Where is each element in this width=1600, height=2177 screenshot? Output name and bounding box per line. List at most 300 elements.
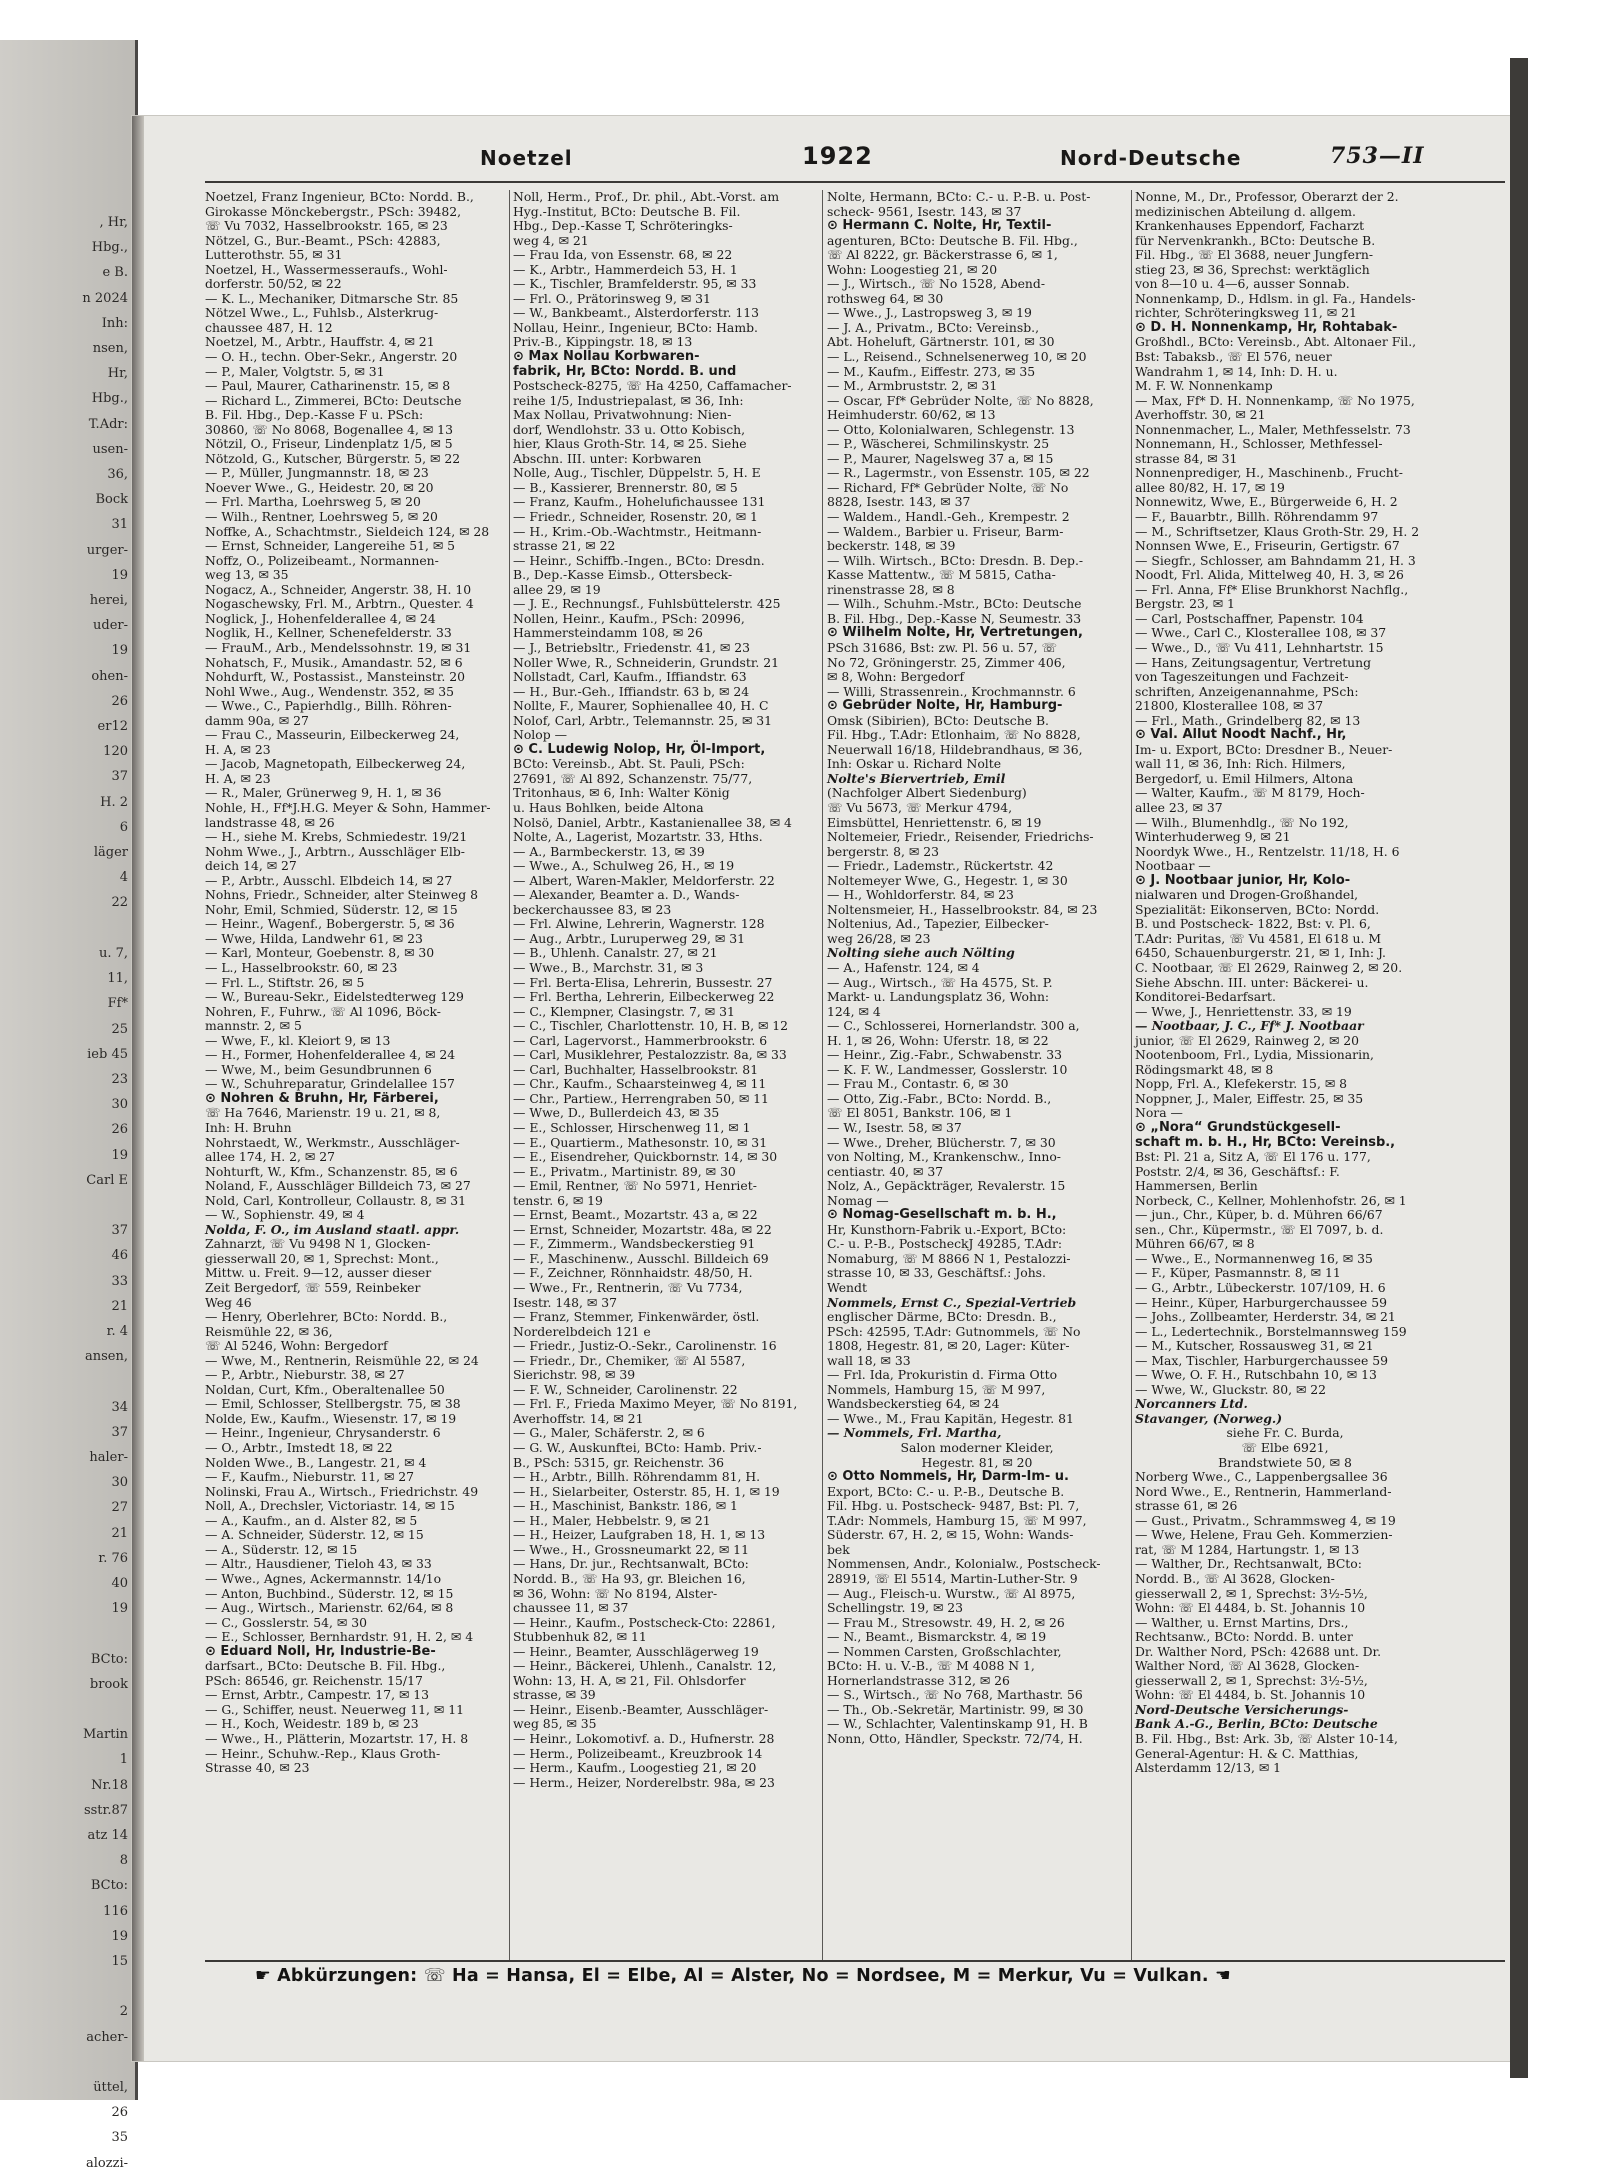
- previous-page-fragment: acher-: [86, 2029, 128, 2045]
- directory-entry-line: ⊙ J. Nootbaar junior, Hr, Kolo-: [1135, 872, 1351, 888]
- previous-page-fragment: haler-: [89, 1449, 128, 1465]
- previous-page-fragment: T.Adr:: [88, 416, 128, 432]
- directory-entry-line: — Friedr., Dr., Chemiker, ☏ Al 5587,: [513, 1352, 746, 1368]
- directory-entry-line: — Frl. Berta-Elisa, Lehrerin, Bussestr. 27: [513, 974, 773, 990]
- directory-entry-line: — Otto, Zig.-Fabr., BCto: Nordd. B.,: [827, 1090, 1052, 1106]
- directory-entry-line: — FrauM., Arb., Mendelssohnstr. 19, ✉ 31: [205, 639, 472, 655]
- directory-entry-line: — S., Wirtsch., ☏ No 768, Marthastr. 56: [827, 1687, 1083, 1703]
- directory-entry-line: Nolof, Carl, Arbtr., Telemannstr. 25, ✉ 31: [513, 712, 773, 728]
- directory-entry-line: Nohr, Emil, Schmied, Süderstr. 12, ✉ 15: [205, 901, 458, 917]
- directory-entry-line: ⊙ Max Nollau Korbwaren-: [513, 349, 700, 365]
- directory-entry-line: Nohren, F., Fuhrw., ☏ Al 1096, Böck-: [205, 1003, 441, 1019]
- previous-page-fragment: alozzi-: [86, 2155, 128, 2171]
- directory-entry-line: Nonnemann, H., Schlosser, Methfessel-: [1135, 436, 1383, 452]
- directory-entry-line: Hornerlandstrasse 312, ✉ 26: [827, 1672, 1010, 1688]
- directory-entry-line: — M., Armbruststr. 2, ✉ 31: [827, 378, 998, 394]
- directory-entry-line: — Carl, Buchhalter, Hasselbrookstr. 81: [513, 1061, 759, 1077]
- directory-entry-line: Noltemeyer Wwe, G., Hegestr. 1, ✉ 30: [827, 872, 1068, 888]
- directory-entry-line: — Johs., Zollbeamter, Herderstr. 34, ✉ 21: [1135, 1309, 1396, 1325]
- directory-entry-line: Nolle, Aug., Tischler, Düppelstr. 5, H. E: [513, 465, 761, 481]
- directory-entry-line: Sierichstr. 98, ✉ 39: [513, 1367, 636, 1383]
- directory-entry-line: wall 18, ✉ 33: [827, 1352, 911, 1368]
- previous-page-fragment: 30: [111, 1475, 128, 1491]
- previous-page-fragment: 40: [111, 1575, 128, 1591]
- previous-page-fragment: H. 2: [100, 794, 128, 810]
- previous-page-fragment: 19: [111, 567, 128, 583]
- previous-page-fragment: 4: [119, 870, 128, 886]
- directory-entry-line: ☏ El 8051, Bankstr. 106, ✉ 1: [827, 1105, 1013, 1121]
- directory-entry-line: ⊙ Gebrüder Nolte, Hr, Hamburg-: [827, 698, 1063, 714]
- directory-entry-line: — Heinr., Lokomotivf. a. D., Hufnerstr. 28: [513, 1730, 775, 1746]
- directory-entry-line: — H., Heizer, Laufgraben 18, H. 1, ✉ 13: [513, 1527, 766, 1543]
- directory-entry-line: 27691, ☏ Al 892, Schanzenstr. 75/77,: [513, 770, 753, 786]
- directory-entry-line: — H., Sielarbeiter, Osterstr. 85, H. 1, ✉ 19: [513, 1483, 780, 1499]
- directory-entry-line: Abt. Hoheluft, Gärtnerstr. 101, ✉ 30: [827, 334, 1055, 350]
- directory-entry-line: — E., Privatm., Martinistr. 89, ✉ 30: [513, 1163, 736, 1179]
- directory-entry-line: Nollau, Heinr., Ingenieur, BCto: Hamb.: [513, 319, 758, 335]
- directory-entry-line: schaft m. b. H., Hr, BCto: Vereinsb.,: [1135, 1134, 1396, 1150]
- directory-entry-line: Nord-Deutsche Versicherungs-: [1135, 1701, 1349, 1717]
- previous-page-fragment: u. 7,: [98, 945, 128, 961]
- directory-entry-line: weg 26/28, ✉ 23: [827, 930, 931, 946]
- directory-entry-line: — O. H., techn. Ober-Sekr., Angerstr. 20: [205, 349, 458, 365]
- directory-entry-line: — K. F. W., Landmesser, Gosslerstr. 10: [827, 1061, 1068, 1077]
- directory-entry-line: Noppner, J., Maler, Eiffestr. 25, ✉ 35: [1135, 1090, 1364, 1106]
- directory-entry-line: ⊙ Nomag-Gesellschaft m. b. H.,: [827, 1207, 1057, 1223]
- directory-entry-line: — Frau C., Masseurin, Eilbeckerweg 24,: [205, 727, 460, 743]
- directory-entry-line: — Wilh. Wirtsch., BCto: Dresdn. B. Dep.-: [827, 552, 1084, 568]
- directory-entry-line: — W., Schuhreparatur, Grindelallee 157: [205, 1076, 455, 1092]
- directory-entry-line: Markt- u. Landungsplatz 36, Wohn:: [827, 989, 1050, 1005]
- directory-entry-line: Noetzel, Franz Ingenieur, BCto: Nordd. B.,: [205, 189, 474, 204]
- directory-entry-line: — Frl. O., Prätorinsweg 9, ✉ 31: [513, 290, 711, 306]
- directory-entry-line: ⊙ Wilhelm Nolte, Hr, Vertretungen,: [827, 625, 1083, 641]
- directory-entry-line: — Wwe., H., Plätterin, Mozartstr. 17, H. 8: [205, 1730, 469, 1746]
- directory-entry-line: — Th., Ob.-Sekretär, Martinistr. 99, ✉ 30: [827, 1701, 1084, 1717]
- previous-page-fragment: 19: [111, 1928, 128, 1944]
- directory-entry-line: — Herm., Heizer, Norderelbstr. 98a, ✉ 23: [513, 1774, 775, 1790]
- directory-entry-line: ☏ Al 8222, gr. Bäckerstrasse 6, ✉ 1,: [827, 247, 1058, 263]
- abbreviations-footer: ☛ Abkürzungen: ☏ Ha = Hansa, El = Elbe, Al = Alster, No = Nordsee, M = Merkur, Vu = Vulkan. ☚: [255, 1966, 1231, 1986]
- directory-entry-line: Nonnewitz, Wwe, E., Bürgerweide 6, H. 2: [1135, 494, 1398, 510]
- directory-entry-line: Nommels, Hamburg 15, ☏ M 997,: [827, 1381, 1046, 1397]
- directory-entry-line: tenstr. 6, ✉ 19: [513, 1192, 603, 1208]
- directory-entry-line: — Wwe, O. F. H., Rutschbahn 10, ✉ 13: [1135, 1367, 1377, 1383]
- directory-entry-line: ☏ Vu 7032, Hasselbrookstr. 165, ✉ 23: [205, 218, 448, 234]
- directory-entry-line: — Anton, Buchbind., Süderstr. 12, ✉ 15: [205, 1585, 454, 1601]
- column-divider: [1131, 190, 1132, 1960]
- directory-entry-line: Export, BCto: C.- u. P.-B., Deutsche B.: [827, 1483, 1065, 1499]
- directory-entry-line: ✉ 8, Wohn: Bergedorf: [827, 669, 965, 685]
- directory-entry-line: Rödingsmarkt 48, ✉ 8: [1135, 1061, 1274, 1077]
- directory-entry-line: — Richard L., Zimmerei, BCto: Deutsche: [205, 392, 462, 408]
- directory-entry-line: — Herm., Kaufm., Loogestieg 21, ✉ 20: [513, 1760, 757, 1776]
- directory-entry-line: — Wwe, M., beim Gesundbrunnen 6: [205, 1061, 432, 1077]
- directory-entry-line: dorferstr. 50/52, ✉ 22: [205, 276, 342, 292]
- directory-entry-line: Noltemeier, Friedr., Reisender, Friedrichs-: [827, 829, 1094, 845]
- directory-entry-line: — Emil, Schlosser, Stellbergstr. 75, ✉ 38: [205, 1396, 461, 1412]
- directory-entry-line: — Wwe., M., Frau Kapitän, Hegestr. 81: [827, 1410, 1074, 1426]
- footer-rule: [205, 1960, 1505, 1962]
- directory-entry-line: Averhoffstr. 30, ✉ 21: [1135, 407, 1266, 423]
- directory-entry-line: — Aug., Fleisch-u. Wurstw., ☏ Al 8975,: [827, 1585, 1076, 1601]
- directory-entry-line: — G., Schiffer, neust. Neuerweg 11, ✉ 11: [205, 1701, 465, 1717]
- directory-entry-line: M. F. W. Nonnenkamp: [1135, 378, 1273, 394]
- directory-entry-line: — A., Kaufm., an d. Alster 82, ✉ 5: [205, 1512, 418, 1528]
- directory-entry-line: — H., Former, Hohenfelderallee 4, ✉ 24: [205, 1047, 456, 1063]
- directory-entry-line: — F., Kaufm., Nieburstr. 11, ✉ 27: [205, 1469, 415, 1485]
- previous-page-fragment: r. 76: [98, 1550, 128, 1566]
- directory-entry-line: Nolting siehe auch Nölting: [827, 945, 1015, 961]
- directory-entry-line: BCto: H. u. V.-B., ☏ M 4088 N 1,: [827, 1658, 1035, 1674]
- previous-page-fragment: 19: [111, 1147, 128, 1163]
- directory-entry-line: Noodt, Frl. Alida, Mittelweg 40, H. 3, ✉ 26: [1135, 567, 1404, 583]
- directory-entry-line: — Wwe., A., Schulweg 26, H., ✉ 19: [513, 858, 735, 874]
- previous-page-fragment: BCto:: [90, 1878, 128, 1894]
- directory-entry-line: ⊙ Otto Nommels, Hr, Darm-Im- u.: [827, 1469, 1069, 1485]
- directory-entry-line: — Heinr., Eisenb.-Beamter, Ausschläger-: [513, 1701, 769, 1717]
- directory-entry-line: Nolte's Biervertrieb, Emil: [827, 770, 1006, 786]
- directory-entry-line: ☏ Ha 7646, Marienstr. 19 u. 21, ✉ 8,: [205, 1105, 441, 1121]
- directory-entry-line: — Hans, Dr. jur., Rechtsanwalt, BCto:: [513, 1556, 749, 1572]
- directory-entry-line: Noever Wwe., G., Heidestr. 20, ✉ 20: [205, 479, 434, 495]
- directory-entry-line: — W., Bureau-Sekr., Eidelstedterweg 129: [205, 989, 464, 1005]
- directory-entry-line: Noordyk Wwe., H., Rentzelstr. 11/18, H. 6: [1135, 843, 1400, 859]
- directory-entry-line: Nora —: [1135, 1105, 1183, 1121]
- directory-entry-line: — E., Schlosser, Hirschenweg 11, ✉ 1: [513, 1120, 751, 1135]
- directory-entry-line: — Chr., Partiew., Herrengraben 50, ✉ 11: [513, 1090, 769, 1106]
- book-spine: [132, 116, 144, 2061]
- directory-entry-line: Wohn: Loogestieg 21, ✉ 20: [827, 261, 998, 277]
- directory-entry-line: — Wwe., H., Grossneumarkt 22, ✉ 11: [513, 1541, 749, 1557]
- directory-entry-line: — J., Wirtsch., ☏ No 1528, Abend-: [827, 276, 1046, 292]
- directory-entry-line: — Wwe., D., ☏ Vu 411, Lehnhartstr. 15: [1135, 639, 1384, 655]
- directory-entry-line: Heimhuderstr. 60/62, ✉ 13: [827, 407, 996, 423]
- previous-page-fragment: 26: [111, 693, 128, 709]
- directory-entry-line: No 72, Gröningerstr. 25, Zimmer 406,: [827, 654, 1066, 670]
- directory-entry-line: — Otto, Kolonialwaren, Schlegenstr. 13: [827, 421, 1075, 437]
- directory-entry-line: Fil. Hbg., ☏ El 3688, neuer Jungfern-: [1135, 247, 1374, 263]
- directory-entry-line: B. und Postscheck- 1822, Bst: v. Pl. 6,: [1135, 916, 1371, 932]
- directory-entry-line: u. Haus Bohlken, beide Altona: [513, 799, 704, 815]
- directory-entry-line: — Chr., Kaufm., Schaarsteinweg 4, ✉ 11: [513, 1076, 767, 1092]
- directory-entry-line: — H., Arbtr., Billh. Röhrendamm 81, H.: [513, 1469, 761, 1485]
- header-first-entry: Noetzel: [480, 146, 573, 170]
- previous-page-fragment: ohen-: [91, 668, 128, 684]
- directory-entry-line: General-Agentur: H. & C. Matthias,: [1135, 1745, 1359, 1761]
- directory-entry-line: reihe 1/5, Industriepalast, ✉ 36, Inh:: [513, 392, 744, 408]
- directory-entry-line: weg 13, ✉ 35: [205, 567, 289, 583]
- directory-entry-line: Wandrahm 1, ✉ 14, Inh: D. H. u.: [1135, 363, 1338, 379]
- directory-entry-line: 1808, Hegestr. 81, ✉ 20, Lager: Küter-: [827, 1338, 1070, 1354]
- directory-entry-line: — Friedr., Lademstr., Rückertstr. 42: [827, 858, 1054, 874]
- directory-entry-line: darfsart., BCto: Deutsche B. Fil. Hbg.,: [205, 1658, 446, 1674]
- directory-entry-line: beckerstr. 148, ✉ 39: [827, 538, 956, 554]
- directory-entry-line: — Carl, Postschaffner, Papenstr. 104: [1135, 610, 1364, 626]
- directory-entry-line: Nootenboom, Frl., Lydia, Missionarin,: [1135, 1047, 1374, 1063]
- directory-entry-line: — C., Gosslerstr. 54, ✉ 30: [205, 1614, 367, 1630]
- previous-page-fragment: 2: [119, 2004, 128, 2020]
- directory-entry-line: allee 80/82, H. 17, ✉ 19: [1135, 479, 1285, 495]
- directory-entry-line: Nogaschewsky, Frl. M., Arbtrn., Quester. 4: [205, 596, 474, 612]
- previous-page-fragment: [0, 1621, 128, 1646]
- directory-entry-line: — M., Kutscher, Rossausweg 31, ✉ 21: [1135, 1338, 1374, 1354]
- previous-page-fragment: Hbg.,: [91, 240, 128, 256]
- directory-entry-line: — Wwe., Fr., Rentnerin, ☏ Vu 7734,: [513, 1280, 743, 1296]
- directory-entry-line: — Walther, u. Ernst Martins, Drs.,: [1135, 1614, 1349, 1630]
- directory-entry-line: ⊙ C. Ludewig Nolop, Hr, Öl-Import,: [513, 741, 766, 757]
- directory-entry-line: H. A, ✉ 23: [205, 741, 271, 757]
- directory-entry-line: — J., Betriebsltr., Friedenstr. 41, ✉ 23: [513, 639, 750, 655]
- directory-entry-line: — E., Eisendreher, Quickbornstr. 14, ✉ 30: [513, 1149, 778, 1165]
- previous-page-fragment: 27: [111, 1500, 128, 1516]
- directory-entry-line: — Carl, Lagervorst., Hammerbrookstr. 6: [513, 1032, 768, 1048]
- directory-entry-line: Noglick, J., Hohenfelderallee 4, ✉ 24: [205, 610, 436, 626]
- header-rule: [205, 181, 1505, 183]
- directory-entry-line: — Emil, Rentner, ☏ No 5971, Henriet-: [513, 1178, 757, 1194]
- directory-entry-line: Noffz, O., Polizeibeamt., Normannen-: [205, 552, 439, 568]
- directory-entry-line: — Wilh., Rentner, Loehrsweg 5, ✉ 20: [205, 509, 438, 525]
- directory-entry-line: Brandstwiete 50, ✉ 8: [1218, 1454, 1352, 1470]
- directory-entry-line: — Ernst, Schneider, Langereihe 51, ✉ 5: [205, 538, 456, 554]
- directory-entry-line: allee 29, ✉ 19: [513, 581, 601, 597]
- previous-page-fragment: 30: [111, 1097, 128, 1113]
- previous-page-fragment: uder-: [93, 618, 128, 634]
- directory-entry-line: rothsweg 64, ✉ 30: [827, 290, 944, 306]
- directory-entry-line: — Wwe., E., Normannenweg 16, ✉ 35: [1135, 1250, 1373, 1266]
- previous-page-fragment: 26: [111, 1122, 128, 1138]
- previous-page-fragment: 6: [119, 819, 128, 835]
- directory-entry-line: Bergstr. 23, ✉ 1: [1135, 596, 1235, 612]
- directory-entry-line: ☏ Al 5246, Wohn: Bergedorf: [205, 1338, 388, 1354]
- directory-entry-line: — P., Arbtr., Ausschl. Elbdeich 14, ✉ 27: [205, 872, 453, 888]
- directory-entry-line: — Henry, Oberlehrer, BCto: Nordd. B.,: [205, 1309, 448, 1325]
- previous-page-fragment: [0, 1974, 128, 1999]
- directory-entry-line: — Willi, Strassenrein., Krochmannstr. 6: [827, 683, 1076, 699]
- directory-entry-line: — Wwe, Hilda, Landwehr 61, ✉ 23: [205, 930, 423, 946]
- directory-entry-line: von Tageszeitungen und Fachzeit-: [1135, 669, 1349, 685]
- directory-entry-line: — B., Kassierer, Brennerstr. 80, ✉ 5: [513, 479, 738, 495]
- directory-entry-line: B., Dep.-Kasse Eimsb., Ottersbeck-: [513, 567, 733, 583]
- directory-entry-line: Großhdl., BCto: Vereinsb., Abt. Altonaer Fil.,: [1135, 334, 1417, 350]
- directory-entry-line: rinenstrasse 28, ✉ 8: [827, 581, 955, 597]
- directory-entry-line: Nordd. B., ☏ Ha 93, gr. Bleichen 16,: [513, 1570, 746, 1586]
- previous-page-fragment: [0, 2050, 128, 2075]
- directory-entry-line: wall 11, ✉ 36, Inh: Rich. Hilmers,: [1135, 756, 1346, 772]
- previous-page-fragment: n 2024: [82, 290, 128, 306]
- directory-entry-line: ☏ Vu 5673, ☏ Merkur 4794,: [827, 799, 1013, 815]
- directory-entry-line: — Wwe, D., Bullerdeich 43, ✉ 35: [513, 1105, 720, 1121]
- directory-entry-line: — F., Maschinenw., Ausschl. Billdeich 69: [513, 1250, 769, 1266]
- directory-entry-line: Bst: Pl. 21 a, Sitz A, ☏ El 176 u. 177,: [1135, 1149, 1371, 1165]
- directory-entry-line: H. A, ✉ 23: [205, 770, 271, 786]
- directory-entry-line: — Alexander, Beamter a. D., Wands-: [513, 887, 740, 903]
- previous-page-fragment: [0, 916, 128, 941]
- directory-entry-line: — Heinr., Ingenieur, Chrysanderstr. 6: [205, 1425, 441, 1441]
- directory-entry-line: Noglik, H., Kellner, Schenefelderstr. 33: [205, 625, 452, 641]
- directory-entry-line: — H., Bur.-Geh., Iffiandstr. 63 b, ✉ 24: [513, 683, 750, 699]
- directory-entry-line: — R., Maler, Grünerweg 9, H. 1, ✉ 36: [205, 785, 442, 801]
- directory-entry-line: hier, Klaus Groth-Str. 14, ✉ 25. Siehe: [513, 436, 747, 452]
- directory-entry-line: Weg 46: [205, 1294, 252, 1310]
- directory-entry-line: — H., Maschinist, Bankstr. 186, ✉ 1: [513, 1498, 738, 1514]
- directory-entry-line: — W., Sophienstr. 49, ✉ 4: [205, 1207, 365, 1223]
- directory-entry-line: Wendt: [827, 1280, 867, 1296]
- directory-entry-line: Hammersen, Berlin: [1135, 1178, 1258, 1194]
- directory-entry-line: Averhoffstr. 14, ✉ 21: [513, 1410, 644, 1426]
- previous-page-fragment: Ff*: [107, 996, 128, 1012]
- directory-entry-line: — L., Ledertechnik., Borstelmannsweg 159: [1135, 1323, 1407, 1339]
- directory-entry-line: Noll, Herm., Prof., Dr. phil., Abt.-Vorst. am: [513, 189, 780, 204]
- directory-entry-line: Mittw. u. Freit. 9—12, ausser dieser: [205, 1265, 432, 1281]
- previous-page-fragments: [0, 210, 132, 2171]
- previous-page-fragment: 37: [111, 769, 128, 785]
- directory-entry-line: — Wwe., Carl C., Klosterallee 108, ✉ 37: [1135, 625, 1387, 641]
- directory-entry-line: Schellingstr. 19, ✉ 23: [827, 1600, 964, 1616]
- page-edge: [1510, 58, 1528, 2078]
- previous-page-fragment: 1: [119, 1752, 128, 1768]
- directory-entry-line: — Oscar, Ff* Gebrüder Nolte, ☏ No 8828,: [827, 392, 1094, 408]
- directory-entry-line: Noltenius, Ad., Tapezier, Eilbecker-: [827, 916, 1049, 932]
- directory-entry-line: Nonne, M., Dr., Professor, Oberarzt der 2.: [1135, 189, 1399, 204]
- directory-entry-line: Dr. Walther Nord, PSch: 42688 unt. Dr.: [1135, 1643, 1382, 1659]
- directory-entry-line: — Walther, Dr., Rechtsanwalt, BCto:: [1135, 1556, 1362, 1572]
- directory-entry-line: nialwaren und Drogen-Großhandel,: [1135, 887, 1359, 903]
- directory-entry-line: — Frl. F., Frieda Maximo Meyer, ☏ No 8191,: [513, 1396, 798, 1412]
- directory-entry-line: Nomaburg, ☏ M 8866 N 1, Pestalozzi-: [827, 1250, 1071, 1266]
- directory-entry-line: Nogacz, A., Schneider, Angerstr. 38, H. 10: [205, 581, 472, 597]
- directory-entry-line: — Jacob, Magnetopath, Eilbeckerweg 24,: [205, 756, 466, 772]
- directory-entry-line: — Heinr., Zig.-Fabr., Schwabenstr. 33: [827, 1047, 1063, 1063]
- directory-entry-line: — H., Koch, Weidestr. 189 b, ✉ 23: [205, 1716, 419, 1732]
- previous-page-fragment: 21: [111, 1298, 128, 1314]
- directory-entry-line: — jun., Chr., Küper, b. d. Mühren 66/67: [1135, 1207, 1383, 1223]
- directory-entry-line: Noltensmeier, H., Hasselbrookstr. 84, ✉ 23: [827, 901, 1098, 917]
- directory-entry-line: strasse 10, ✉ 33, Geschäftsf.: Johs.: [827, 1265, 1046, 1281]
- directory-entry-line: — C., Klempner, Clasingstr. 7, ✉ 31: [513, 1003, 735, 1019]
- previous-page-fragment: 46: [111, 1248, 128, 1264]
- previous-page-fragment: Bock: [95, 492, 128, 508]
- directory-entry-line: Noetzel, M., Arbtr., Hauffstr. 4, ✉ 21: [205, 334, 435, 350]
- directory-entry-line: strasse 61, ✉ 26: [1135, 1498, 1238, 1514]
- previous-page-fragment: 11,: [107, 971, 128, 987]
- directory-entry-line: Nolz, A., Gepäckträger, Revalerstr. 15: [827, 1178, 1066, 1194]
- directory-entry-line: — Frau M., Stresowstr. 49, H. 2, ✉ 26: [827, 1614, 1065, 1630]
- directory-entry-line: Priv.-B., Kippingstr. 18, ✉ 13: [513, 334, 693, 350]
- directory-column-4: [1135, 190, 1435, 1950]
- previous-page-fragment: 26: [111, 2105, 128, 2121]
- directory-entry-line: — Frl., Math., Grindelberg 82, ✉ 13: [1135, 712, 1361, 728]
- directory-entry-line: Nohns, Friedr., Schneider, alter Steinweg 8: [205, 887, 478, 903]
- previous-page-fragment: 37: [111, 1223, 128, 1239]
- directory-entry-line: Poststr. 2/4, ✉ 36, Geschäftsf.: F.: [1135, 1163, 1340, 1179]
- directory-entry-line: allee 23, ✉ 37: [1135, 799, 1223, 815]
- directory-entry-line: — Aug., Wirtsch., Marienstr. 62/64, ✉ 8: [205, 1600, 454, 1616]
- directory-entry-line: Fil. Hbg., T.Adr: Etlonhaim, ☏ No 8828,: [827, 727, 1081, 743]
- directory-entry-line: Nonnsen Wwe, E., Friseurin, Gertigstr. 67: [1135, 538, 1400, 554]
- directory-entry-line: — Frl. Martha, Loehrsweg 5, ✉ 20: [205, 494, 421, 510]
- directory-entry-line: Neuerwall 16/18, Hildebrandhaus, ✉ 36,: [827, 741, 1083, 757]
- directory-entry-line: — Waldem., Handl.-Geh., Krempestr. 2: [827, 509, 1070, 525]
- directory-entry-line: Kasse Mattentw., ☏ M 5815, Catha-: [827, 567, 1056, 583]
- directory-entry-line: Tritonhaus, ✉ 6, Inh: Walter König: [513, 785, 730, 801]
- directory-entry-line: — Franz, Kaufm., Hohelufichaussee 131: [513, 494, 766, 510]
- directory-entry-line: Nord Wwe., E., Rentnerin, Hammerland-: [1135, 1483, 1392, 1499]
- directory-entry-line: bek: [827, 1541, 850, 1557]
- directory-entry-line: sen., Chr., Küpermstr., ☏ El 7097, b. d.: [1135, 1221, 1384, 1237]
- directory-entry-line: Postscheck-8275, ☏ Ha 4250, Caffamacher-: [513, 378, 792, 394]
- directory-entry-line: Hbg., Dep.-Kasse T, Schröteringks-: [513, 218, 733, 234]
- directory-entry-line: B., PSch: 5315, gr. Reichenstr. 36: [513, 1454, 724, 1470]
- directory-entry-line: — Friedr., Justiz-O.-Sekr., Carolinenstr. 16: [513, 1338, 777, 1354]
- directory-entry-line: — Gust., Privatm., Schrammsweg 4, ✉ 19: [1135, 1512, 1396, 1528]
- directory-entry-line: giesserwall 2, ✉ 1, Sprechst: 3½-5½,: [1135, 1585, 1368, 1601]
- column-divider: [509, 190, 510, 1960]
- directory-entry-line: mannstr. 2, ✉ 5: [205, 1018, 302, 1034]
- directory-entry-line: Nötzel, G., Bur.-Beamt., PSch: 42883,: [205, 232, 441, 248]
- directory-entry-line: — K., Tischler, Bramfelderstr. 95, ✉ 33: [513, 276, 757, 292]
- directory-entry-line: Nohle, H., Ff*J.H.G. Meyer & Sohn, Hammer-: [205, 799, 491, 815]
- previous-page-fragment: urger-: [86, 542, 128, 558]
- previous-page-fragment: er12: [97, 719, 128, 735]
- directory-entry-line: — F. W., Schneider, Carolinenstr. 22: [513, 1381, 738, 1397]
- directory-entry-line: Wohn: 13, H. A, ✉ 21, Fil. Ohlsdorfer: [513, 1672, 746, 1688]
- directory-entry-line: — M., Kaufm., Eiffestr. 273, ✉ 35: [827, 363, 1036, 379]
- directory-entry-line: — Wwe, Helene, Frau Geh. Kommerzien-: [1135, 1527, 1393, 1543]
- directory-entry-line: — Frl. Alwine, Lehrerin, Wagnerstr. 128: [513, 916, 765, 932]
- previous-page-fragment: 120: [103, 744, 128, 760]
- directory-entry-line: Salon moderner Kleider,: [900, 1440, 1054, 1456]
- directory-entry-line: — Wilh., Blumenhdlg., ☏ No 192,: [1135, 814, 1349, 830]
- directory-entry-line: 124, ✉ 4: [827, 1003, 881, 1019]
- directory-entry-line: Nomag —: [827, 1192, 889, 1208]
- directory-entry-line: Norcanners Ltd.: [1135, 1396, 1248, 1412]
- directory-entry-line: scheck- 9561, Isestr. 143, ✉ 37: [827, 203, 1022, 219]
- directory-entry-line: Lutterothstr. 55, ✉ 31: [205, 247, 343, 263]
- directory-entry-line: PSch: 42595, T.Adr: Gutnommels, ☏ No: [827, 1323, 1081, 1339]
- directory-entry-line: — B., Uhlenh. Canalstr. 27, ✉ 21: [513, 945, 718, 961]
- previous-page-fragment: [0, 1193, 128, 1218]
- previous-page-fragment: nsen,: [92, 341, 128, 357]
- directory-entry-line: weg 4, ✉ 21: [513, 232, 589, 248]
- directory-entry-line: 6450, Schauenburgerstr. 21, ✉ 1, Inh: J.: [1135, 945, 1386, 961]
- directory-entry-line: Nohatsch, F., Musik., Amandastr. 52, ✉ 6: [205, 654, 463, 670]
- directory-entry-line: siehe Fr. C. Burda,: [1226, 1425, 1344, 1441]
- directory-entry-line: — Waldem., Barbier u. Friseur, Barm-: [827, 523, 1064, 539]
- directory-entry-line: — P., Müller, Jungmannstr. 18, ✉ 23: [205, 465, 429, 481]
- directory-entry-line: Nolden Wwe., B., Langestr. 21, ✉ 4: [205, 1454, 427, 1470]
- directory-entry-line: Zeit Bergedorf, ☏ 559, Reinbeker: [205, 1280, 421, 1296]
- directory-column-2: [513, 190, 818, 1950]
- directory-entry-line: — Albert, Waren-Makler, Meldorferstr. 22: [513, 872, 775, 888]
- directory-entry-line: Nolinski, Frau A., Wirtsch., Friedrichstr. 49: [205, 1483, 479, 1499]
- directory-entry-line: — G. W., Auskunftei, BCto: Hamb. Priv.-: [513, 1440, 762, 1456]
- directory-entry-line: Bergedorf, u. Emil Hilmers, Altona: [1135, 770, 1354, 786]
- directory-entry-line: — K. L., Mechaniker, Ditmarsche Str. 85: [205, 290, 459, 306]
- directory-entry-line: Nolde, Ew., Kaufm., Wiesenstr. 17, ✉ 19: [205, 1410, 457, 1426]
- previous-page-fragment: 8: [119, 1853, 128, 1869]
- directory-column-3: [827, 190, 1127, 1950]
- directory-entry-line: Nolop —: [513, 727, 567, 743]
- directory-entry-line: — Heinr., Kaufm., Postscheck-Cto: 22861,: [513, 1614, 776, 1630]
- directory-entry-line: Inh: Oskar u. Richard Nolte: [827, 756, 1002, 772]
- previous-page-fragment: [0, 1697, 128, 1722]
- directory-entry-line: PSch 31686, Bst: zw. Pl. 56 u. 57, ☏: [827, 639, 1057, 655]
- directory-entry-line: junior, ☏ El 2629, Rainweg 2, ✉ 20: [1135, 1032, 1360, 1048]
- previous-page-fragment: üttel,: [93, 2080, 128, 2096]
- directory-entry-line: — Wwe, F., kl. Kleiort 9, ✉ 13: [205, 1032, 391, 1048]
- directory-entry-line: — Wwe, J., Henriettenstr. 33, ✉ 19: [1135, 1003, 1352, 1019]
